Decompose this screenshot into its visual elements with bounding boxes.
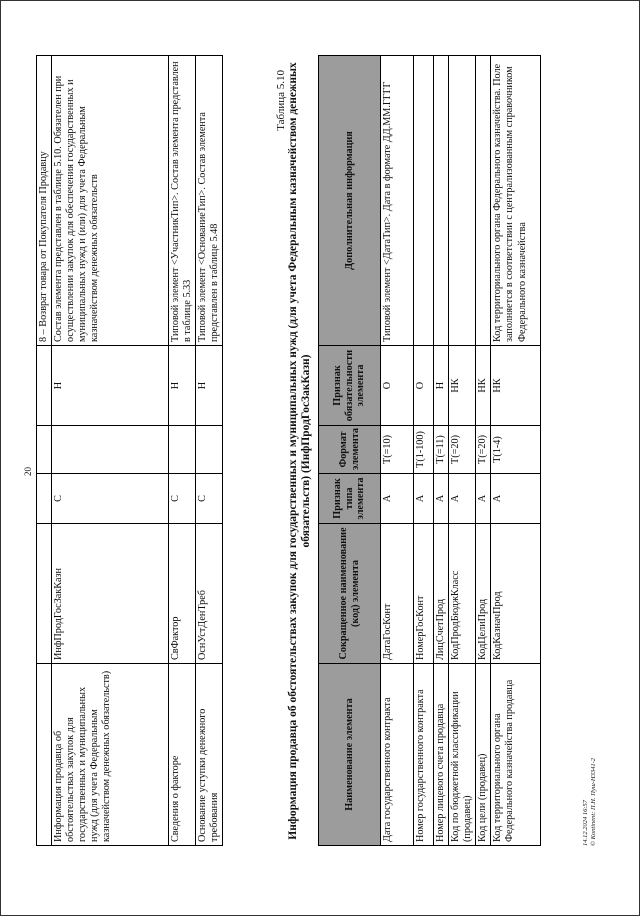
cell-required [37, 346, 52, 426]
cell-info: 8 – Возврат товара от Покупателя Продавцу [37, 56, 52, 346]
table-caption-title: Информация продавца об обстоятельствах закупок для государственных и муниципальных нужд (для учета Федеральным казначейством денежных обязательств) (ИнфПродГосЗакКазн) [287, 62, 312, 840]
cell-format: Т(=10) [381, 426, 414, 474]
cell-format: Т(=20) [449, 426, 476, 474]
cell-format: Т(=11) [434, 426, 449, 474]
header-format: Формат элемента [319, 426, 381, 474]
cell-info [434, 56, 449, 346]
header-name: Наименование элемента [319, 664, 381, 846]
footer-stamp [582, 758, 598, 846]
cell-short: КодПродБюджКласс [449, 524, 476, 664]
header-type: Признак типа элемента [319, 474, 381, 524]
table-row [491, 56, 541, 846]
cell-format: Т(=20) [476, 426, 491, 474]
header-info: Дополнительная информация [319, 56, 381, 346]
cell-required: НК [449, 346, 476, 426]
table-row [169, 56, 196, 846]
cell-format [37, 426, 52, 474]
table-row [449, 56, 476, 846]
header-row [319, 56, 381, 846]
cell-required: О [414, 346, 434, 426]
table-row [476, 56, 491, 846]
cell-name: Информация продавца об обстоятельствах закупок для государственных и муниципальных нужд (для учета Федеральным казначейством денежных обязательств) [52, 664, 169, 846]
element-table [318, 55, 541, 846]
cell-short: ДатаГосКонт [381, 524, 414, 664]
cell-type [37, 474, 52, 524]
cell-short: ЛицСчетПрод [434, 524, 449, 664]
cell-short: КодКазначПрод [491, 524, 541, 664]
cell-info [476, 56, 491, 346]
cell-name: Код по бюджетной классификации (продавец) [449, 664, 476, 846]
cell-type: А [381, 474, 414, 524]
cell-required: О [381, 346, 414, 426]
cell-required: Н [52, 346, 169, 426]
table-row [37, 56, 52, 846]
cell-name: Сведения о факторе [169, 664, 196, 846]
cell-required: Н [434, 346, 449, 426]
table-row [434, 56, 449, 846]
footer-source: © Kontinent: П.Н. Пуш-Н3341-2 [590, 757, 597, 846]
cell-type: А [414, 474, 434, 524]
cell-format [52, 426, 169, 474]
cell-required: НК [476, 346, 491, 426]
cell-required: Н [196, 346, 223, 426]
table-row [52, 56, 169, 846]
cell-name: Номер государственного контракта [414, 664, 434, 846]
cell-info: Код территориального органа Федерального казначейства. Поле заполняется в соответствии с централизованным справочником Федерального казначейства [491, 56, 541, 346]
cell-format [196, 426, 223, 474]
cell-name: Код цели (продавец) [476, 664, 491, 846]
cell-info: Типовой элемент <УчастникТип>. Состав элемента представлен в таблице 5.33 [169, 56, 196, 346]
cell-name: Номер лицевого счета продавца [434, 664, 449, 846]
cell-type: С [52, 474, 169, 524]
cell-format: Т(1-100) [414, 426, 434, 474]
cell-type: А [491, 474, 541, 524]
cell-short: ОснУстДенТреб [196, 524, 223, 664]
cell-info [449, 56, 476, 346]
cell-name [37, 664, 52, 846]
cell-info: Типовой элемент <ОснованиеТип>. Состав элемента представлен в таблице 5.48 [196, 56, 223, 346]
cell-format: Т(1-4) [491, 426, 541, 474]
cell-type: А [476, 474, 491, 524]
cell-short: ИнфПродГосЗакКазн [52, 524, 169, 664]
cell-type: С [196, 474, 223, 524]
continuation-table [36, 55, 223, 846]
header-required: Признак обязательности элемента [319, 346, 381, 426]
table-row [196, 56, 223, 846]
cell-required: НК [491, 346, 541, 426]
table-row [414, 56, 434, 846]
table-caption-label: Таблица 5.10 [275, 70, 287, 131]
header-short: Сокращенное наименование (код) элемента [319, 524, 381, 664]
cell-type: А [449, 474, 476, 524]
cell-name: Дата государственного контракта [381, 664, 414, 846]
cell-short: СвФактор [169, 524, 196, 664]
cell-info: Состав элемента представлен в таблице 5.10. Обязателен при осуществлении закупок для обеспечения государственных и муниципальных нужд и (или) для учета Федеральным казначейством денежных обязательств [52, 56, 169, 346]
footer-date: 14.12.2024 16:57 [582, 799, 589, 846]
page-number: 20 [23, 467, 33, 476]
table-row [381, 56, 414, 846]
cell-info: Типовой элемент <ДатаТип>. Дата в формате ДД.ММ.ГГГГ [381, 56, 414, 346]
cell-short: КодЦелиПрод [476, 524, 491, 664]
cell-short: НомерГосКонт [414, 524, 434, 664]
cell-format [169, 426, 196, 474]
cell-type: А [434, 474, 449, 524]
cell-name: Код территориального органа Федерального казначейства продавца [491, 664, 541, 846]
cell-required: Н [169, 346, 196, 426]
cell-info [414, 56, 434, 346]
cell-name: Основание уступки денежного требования [196, 664, 223, 846]
cell-type: С [169, 474, 196, 524]
cell-short [37, 524, 52, 664]
